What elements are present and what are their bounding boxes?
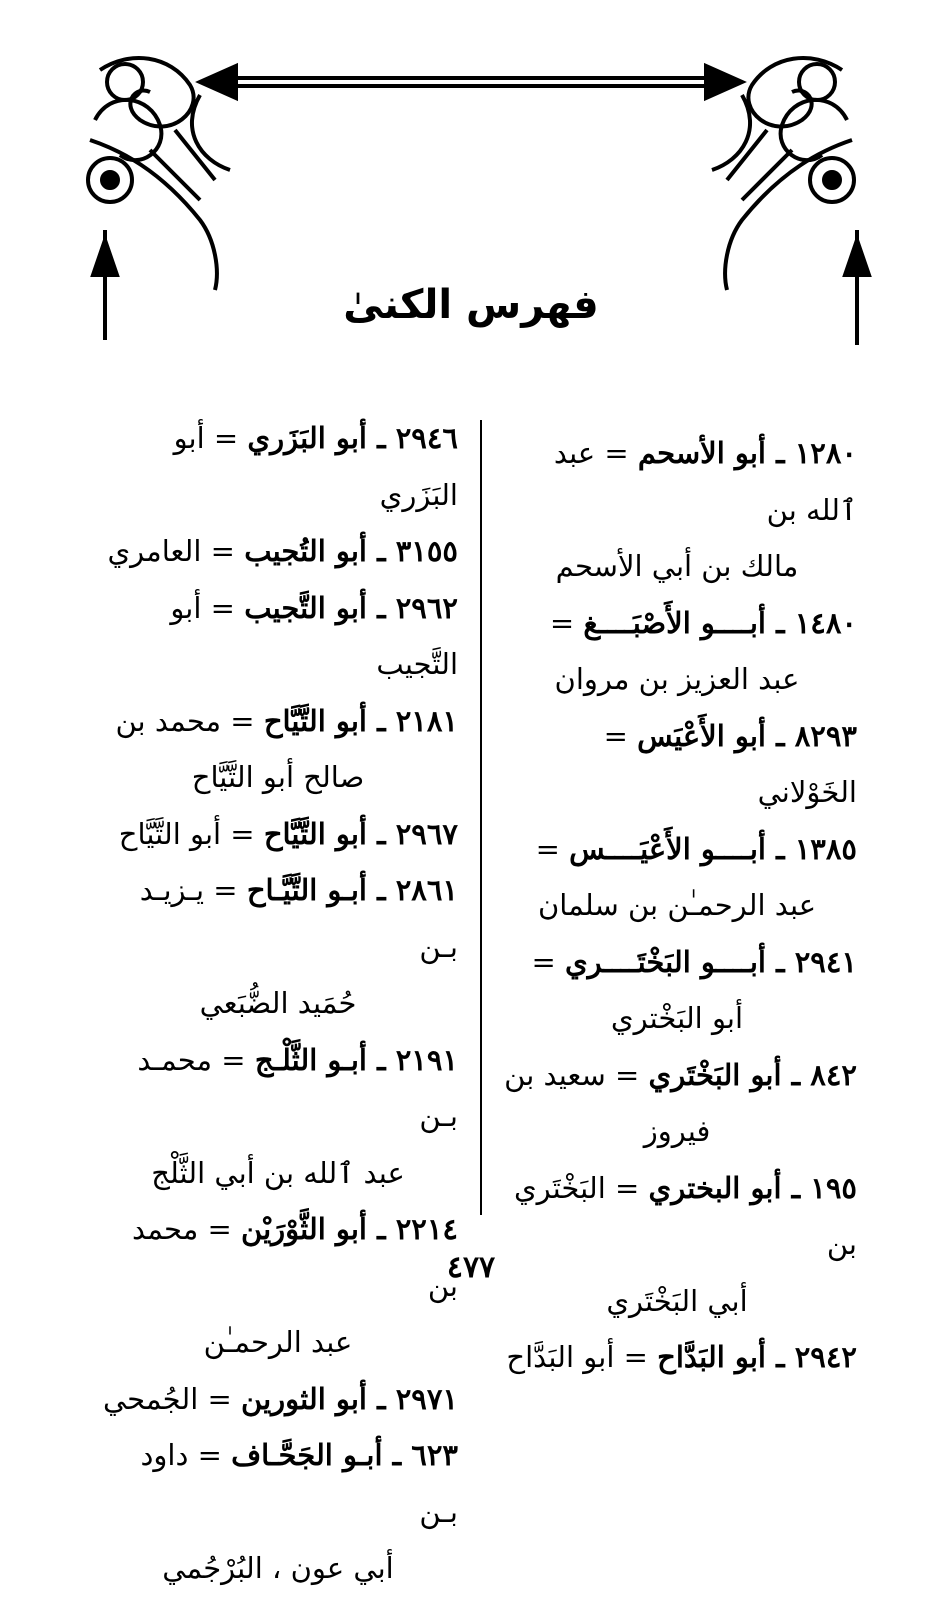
entry-line: ٢٩٤٦ ـ أبو البَزَري = أبو البَزَري [173, 421, 458, 512]
entry-line: ٢٩٧١ ـ أبو الثورين = الجُمحي [102, 1381, 458, 1416]
entry-number: ٦٢٣ [411, 1438, 458, 1472]
index-entry [497, 1047, 857, 1160]
entry-number: ٢٩٤١ [794, 944, 857, 979]
entry-line: ٢١٩١ ـ أبـو الثَّلْـج = محمـد بـن [137, 1042, 458, 1133]
entry-number: ٢٩٤٢ [794, 1340, 857, 1374]
entry-number: ٢٩٤٦ [395, 421, 458, 455]
entry-number: ٨٢٩٣ [794, 718, 857, 753]
index-entry [497, 821, 857, 934]
column-divider [480, 420, 482, 1215]
entry-line: ٢٩٦٢ ـ أبو التَّجيب = أبو التَّجيب [170, 590, 458, 681]
entry-line: ٦٢٣ ـ أبـو الجَحَّـاف = داود بـن [140, 1438, 458, 1529]
entry-line: ٢٨٦١ ـ أبـو التَّيَّـاح = يـزيـد بـن [139, 873, 458, 964]
entry-number: ٢٩٧١ [395, 1381, 458, 1416]
entry-kunya: أبـو الجَحَّـاف [231, 1438, 383, 1472]
entry-line: ١٣٨٥ ـ أبــــو الأَعْيَــــس = [535, 831, 857, 866]
entry-number: ٢٩٦٢ [395, 590, 458, 625]
entry-reference: = الخَوْلاني [603, 718, 857, 809]
index-entry [98, 1371, 458, 1428]
entry-reference: = داود بـن [140, 1438, 458, 1529]
entry-number: ٨٤٢ [810, 1057, 857, 1092]
entry-number: ١٩٥ [810, 1170, 857, 1205]
entry-kunya: أبو البَخْتَري [648, 1057, 782, 1092]
index-entry [497, 1160, 857, 1330]
entry-kunya: أبو التَّجيب [244, 590, 367, 625]
entry-reference: = سعيد بن [504, 1057, 640, 1092]
entry-reference: = محمـد بـن [137, 1042, 458, 1133]
index-entry [497, 934, 857, 1047]
entry-continuation: أبي البَخْتَري [606, 1283, 748, 1318]
entry-kunya: أبو الثورين [241, 1381, 367, 1416]
entry-reference: = أبو التَّجيب [170, 590, 458, 681]
index-entry [98, 580, 458, 693]
entry-number: ٣١٥٥ [395, 534, 458, 568]
entry-kunya: أبو البختري [648, 1170, 782, 1205]
entry-number: ١٢٨٠ [794, 436, 857, 470]
index-entry [497, 1329, 857, 1386]
index-entry [98, 693, 458, 806]
entry-line: ٣١٥٥ ـ أبو التُجيب = العامري [107, 534, 458, 568]
entry-kunya: أبو التَّيَّاح [263, 703, 367, 738]
index-entry [98, 410, 458, 523]
entry-reference: = [531, 944, 556, 979]
entry-line: ٨٤٢ ـ أبو البَخْتَري = سعيد بن [504, 1057, 857, 1092]
entry-kunya: أبو الثَّوْرَيْن [241, 1212, 367, 1246]
entry-number: ٢٢١٤ [395, 1212, 458, 1246]
entry-reference: = أبو البَدَّاح [506, 1340, 648, 1374]
entry-line: ٢٩٤٢ ـ أبو البَدَّاح = أبو البَدَّاح [506, 1340, 857, 1374]
entry-kunya: أبو الأسحم [637, 436, 766, 470]
entry-continuation: مالك بن أبي الأسحم [555, 549, 799, 583]
entry-line: ٢١٨١ ـ أبو التَّيَّاح = محمد بن [115, 703, 458, 738]
entry-line: ١٩٥ ـ أبو البختري = البَخْتَري بن [513, 1170, 857, 1261]
entry-continuation: عبد الرحمـٰن بن سلمان [537, 888, 817, 922]
entry-reference: = الجُمحي [102, 1381, 232, 1416]
entry-number: ٢٨٦١ [395, 873, 458, 907]
index-entry [98, 1201, 458, 1371]
entry-line: ٢٢١٤ ـ أبو الثَّوْرَيْن = محمد بن [132, 1212, 458, 1303]
entry-line: ٢٩٤١ ـ أبــــو البَخْتَــــري = [531, 944, 857, 979]
index-column-right [497, 425, 857, 1386]
entry-line: ٨٢٩٣ ـ أبو الأَعْيَس = الخَوْلاني [603, 718, 857, 809]
index-entry [497, 425, 857, 595]
entry-reference: = عبد ٱلله بن [553, 436, 857, 527]
entry-kunya: أبـو التَّيَّـاح [246, 873, 367, 907]
entry-kunya: أبــــو الأَعْيَــــس [569, 831, 766, 866]
entry-continuation: عبد الرحمـٰن [203, 1325, 353, 1359]
entry-line: ٢٩٦٧ ـ أبو التَّيَّاح = أبو التَّيَّاح [118, 816, 458, 851]
index-entry [98, 862, 458, 1032]
entry-kunya: أبو التُجيب [244, 534, 367, 568]
index-entry [98, 1427, 458, 1597]
entry-continuation: عبد ٱلله بن أبي الثَّلْج [151, 1155, 405, 1190]
entry-reference: = محمد بن [115, 703, 255, 738]
page-title: فهرس الكنىٰ [343, 282, 599, 328]
entry-continuation: صالح أبو التَّيَّاح [191, 760, 365, 794]
entry-kunya: أبو التَّيَّاح [263, 816, 367, 851]
entry-reference: = [535, 831, 560, 866]
entry-line: ١٢٨٠ ـ أبو الأسحم = عبد ٱلله بن [553, 436, 857, 527]
entry-reference: = [549, 605, 575, 640]
entry-reference: = العامري [107, 534, 235, 568]
entry-number: ٢١٩١ [395, 1042, 458, 1077]
entry-kunya: أبو الأَعْيَس [637, 718, 766, 753]
index-entry [497, 595, 857, 708]
index-entry [98, 523, 458, 580]
entry-number: ١٣٨٥ [794, 831, 857, 866]
entry-reference: = أبو البَزَري [173, 421, 458, 512]
index-entry [98, 806, 458, 863]
entry-reference: = البَخْتَري بن [513, 1170, 857, 1261]
entry-continuation: فيروز [643, 1114, 711, 1148]
entry-kunya: أبـو الثَّلْـج [254, 1042, 367, 1077]
entry-kunya: أبــــو الأَصْبَــــغ [583, 605, 766, 640]
index-entry [497, 708, 857, 821]
entry-number: ١٤٨٠ [794, 605, 857, 640]
entry-kunya: أبو البَزَري [247, 421, 367, 455]
entry-kunya: أبو البَدَّاح [657, 1340, 766, 1374]
entry-reference: = أبو التَّيَّاح [118, 816, 255, 851]
entry-number: ٢٩٦٧ [395, 816, 458, 851]
entry-continuation: عبد العزيز بن مروان [554, 662, 800, 696]
entry-continuation: أبو البَخْتري [610, 1001, 744, 1035]
entry-kunya: أبــــو البَخْتَــــري [564, 944, 766, 979]
index-column-left [98, 410, 458, 1597]
entry-continuation: أبي عون ، البُرْجُمي [162, 1551, 394, 1585]
index-entry [98, 1032, 458, 1202]
entry-reference: = محمد بن [132, 1212, 458, 1303]
page-number: ٤٧٧ [446, 1250, 496, 1285]
entry-number: ٢١٨١ [395, 703, 458, 738]
entry-continuation: حُمَيد الضُّبَعي [199, 986, 357, 1020]
entry-line: ١٤٨٠ ـ أبــــو الأَصْبَــــغ = [549, 605, 857, 640]
entry-reference: = يـزيـد بـن [139, 873, 458, 964]
